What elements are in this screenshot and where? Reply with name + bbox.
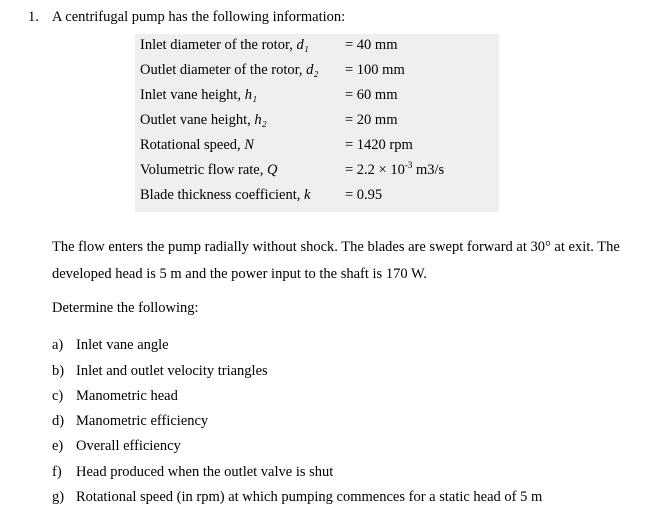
task-letter: a) <box>52 337 64 353</box>
task-letter: f) <box>52 464 62 480</box>
given-label: Outlet vane height, h₂ <box>140 112 267 128</box>
question-number: 1. <box>28 9 39 25</box>
given-label: Inlet diameter of the rotor, d₁ <box>140 37 309 53</box>
given-row <box>135 112 499 137</box>
description-line-1: The flow enters the pump radially without shock. The blades are swept forward at 30° at exit. The <box>52 239 620 255</box>
given-symbol: k <box>304 187 311 203</box>
given-value: = 100 mm <box>345 62 405 78</box>
task-text: Head produced when the outlet valve is shut <box>76 464 334 480</box>
exponent: -3 <box>404 160 413 170</box>
given-label: Volumetric flow rate, Q <box>140 162 278 178</box>
given-row <box>135 187 499 212</box>
task-letter: g) <box>52 489 65 505</box>
given-label: Blade thickness coefficient, k <box>140 187 311 203</box>
given-value: = 1420 rpm <box>345 137 413 153</box>
given-value: = $2.2 \times 10^{-3}$ m3/s <box>345 160 445 178</box>
task-item <box>52 489 542 506</box>
task-text: Overall efficiency <box>76 438 181 454</box>
given-label: Rotational speed, N <box>140 137 254 153</box>
given-label: Outlet diameter of the rotor, d₂ <box>140 62 319 78</box>
given-symbol: h₁ <box>244 87 257 103</box>
task-item <box>52 337 169 354</box>
question-intro: A centrifugal pump has the following information: <box>52 9 346 25</box>
given-symbol: h₂ <box>254 112 267 128</box>
description-line-2: developed head is 5 m and the power input to the shaft is 170 W. <box>52 266 427 282</box>
given-value: = 60 mm <box>345 87 398 103</box>
given-symbol: d₂ <box>306 62 319 78</box>
task-item <box>52 413 208 430</box>
given-row <box>135 162 499 187</box>
given-row <box>135 137 499 162</box>
task-text: Inlet vane angle <box>76 337 169 353</box>
given-value: = 40 mm <box>345 37 398 53</box>
given-label: Inlet vane height, h₁ <box>140 87 257 103</box>
given-row <box>135 37 499 62</box>
task-item <box>52 438 181 455</box>
task-text: Rotational speed (in rpm) at which pumping commences for a static head of 5 m <box>76 489 543 505</box>
task-text: Inlet and outlet velocity triangles <box>76 363 268 379</box>
given-value: = 0.95 <box>345 187 383 203</box>
task-letter: b) <box>52 363 65 379</box>
given-row <box>135 62 499 87</box>
task-letter: d) <box>52 413 65 429</box>
given-row <box>135 87 499 112</box>
task-item <box>52 388 178 405</box>
task-letter: c) <box>52 388 64 404</box>
given-symbol: d₁ <box>296 37 309 53</box>
task-text: Manometric efficiency <box>76 413 209 429</box>
task-letter: e) <box>52 438 64 454</box>
task-text: Manometric head <box>76 388 178 404</box>
given-symbol: Q <box>266 162 278 178</box>
task-item <box>52 464 333 481</box>
given-symbol: N <box>244 137 254 153</box>
given-data-table <box>135 34 499 212</box>
given-value: = 20 mm <box>345 112 398 128</box>
determine-heading: Determine the following: <box>52 300 199 316</box>
task-item <box>52 363 268 380</box>
